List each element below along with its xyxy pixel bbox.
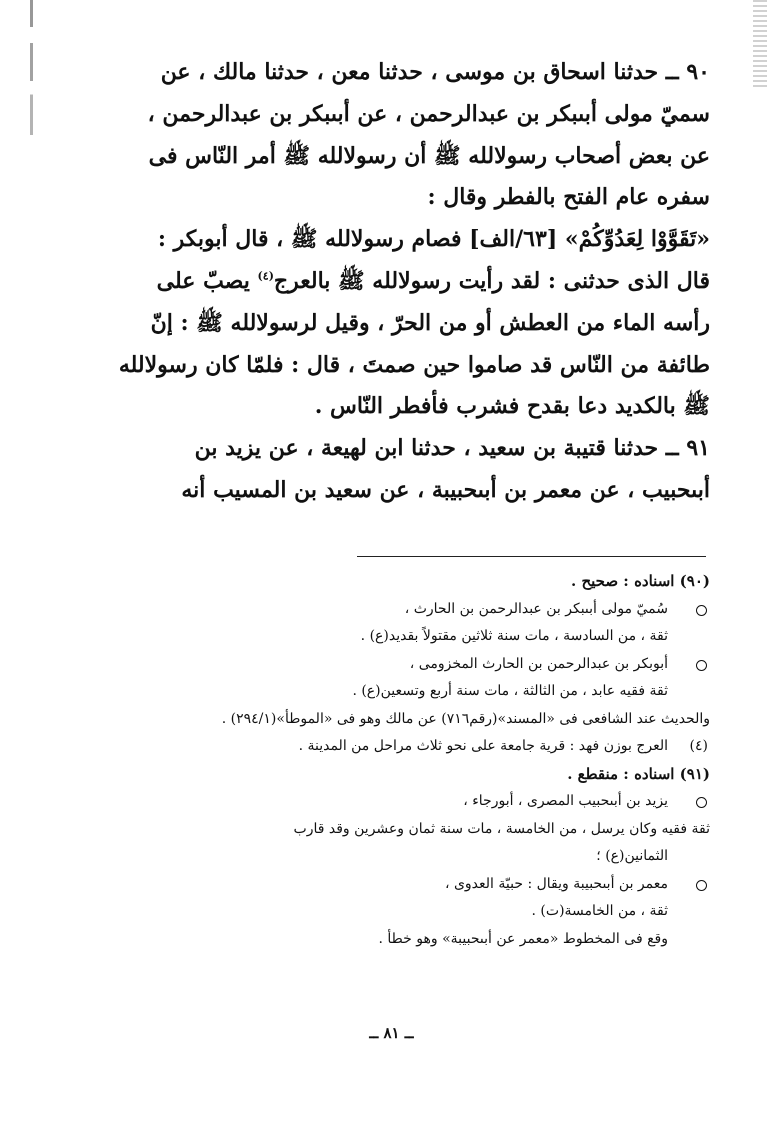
- text-line: سفره عام الفتح بالفطر وقال :: [427, 184, 710, 211]
- page-number: ــ ٨١ ــ: [369, 1024, 414, 1042]
- footnote-ref: (٤): [257, 269, 274, 283]
- note-heading: (٩٠) اسناده : صحيح .: [571, 572, 710, 590]
- text-line: سميّ مولى أبىبكر بن عبدالرحمن ، عن أبىبكر بن عبدالرحمن ،: [147, 100, 710, 127]
- note-text: أبوبكر بن عبدالرحمن بن الحارث المخزومى ،: [409, 655, 668, 672]
- circle-bullet-icon: [696, 660, 707, 671]
- footnote-divider: [357, 556, 706, 557]
- circle-bullet-icon: [696, 605, 707, 616]
- footnote-4: [96, 733, 710, 761]
- text-line: أبىحبيب ، عن معمر بن أبىحبيبة ، عن سعيد بن المسيب أنه: [181, 476, 710, 503]
- note-text: ثقة ، من السادسة ، مات سنة ثلاثين مقتولاً بقديد(ع) .: [360, 628, 668, 644]
- circle-bullet-icon: [696, 797, 707, 808]
- circle-bullet-icon: [696, 880, 707, 891]
- note-text: والحديث عند الشافعى فى «المسند»(رقم٧١٦) عن مالك وهو فى «الموطأ»(٢٩٤/١) .: [221, 710, 710, 727]
- text-line: ﷺ بالكديد دعا بقدح فشرب فأفطر النّاس .: [314, 393, 710, 420]
- text-line: ٩٠ ــ حدثنا اسحاق بن موسى ، حدثنا معن ، حدثنا مالك ، عن: [160, 59, 710, 85]
- note-text: وقع فى المخطوط «معمر عن أبىحبيبة» وهو خطأ .: [378, 930, 668, 947]
- note-text: سُميّ مولى أبىبكر بن عبدالرحمن بن الحارث ،: [404, 600, 668, 617]
- text-segment: يصبّ على: [156, 267, 250, 294]
- text-line: ٩١ ــ حدثنا قتيبة بن سعيد ، حدثنا ابن لهيعة ، عن يزيد بن: [194, 435, 710, 462]
- note-item: [96, 871, 710, 899]
- main-text: [96, 52, 710, 512]
- text-line: عن بعض أصحاب رسولالله ﷺ أن رسولالله ﷺ أمر النّاس فى: [148, 142, 710, 169]
- footnote-marker: (٤): [689, 738, 708, 754]
- text-segment: قال الذى حدثنى : لقد رأيت رسولالله ﷺ بالعرج: [273, 267, 710, 294]
- note-heading: (٩١) اسناده : منقطع .: [567, 764, 710, 783]
- note-text: العرج بوزن فهد : قرية جامعة على نحو ثلاث مراحل من المدينة .: [298, 738, 668, 754]
- note-item: [96, 651, 710, 679]
- text-line: طائفة من النّاس قد صاموا حين صمتَ ، قال : فلمّا كان رسولالله: [118, 351, 710, 378]
- note-text: يزيد بن أبىحبيب المصرى ، أبورجاء ،: [463, 793, 668, 809]
- note-item: [96, 788, 710, 816]
- footnotes: [96, 568, 710, 953]
- note-text: ثقة ، من الخامسة(ت) .: [531, 903, 668, 919]
- text-line: «تَقَوَّوْا لِعَدُوِّكُمْ» [٦٣/الف] فصام رسولالله ﷺ ، قال أبوبكر :: [157, 226, 710, 253]
- note-text: ثقة فقيه وكان يرسل ، من الخامسة ، مات سنة ثمان وعشرين وقد قارب: [293, 820, 710, 837]
- text-line: رأسه الماء من العطش أو من الحرّ ، وقيل لرسولالله ﷺ : إنّ: [150, 309, 710, 336]
- note-text: الثمانين(ع) ؛: [596, 848, 668, 864]
- page-edge-right: [753, 0, 767, 90]
- note-item: [96, 596, 710, 624]
- text-line: [96, 261, 710, 303]
- note-text: معمر بن أبىحبيبة ويقال : حبيّة العدوى ،: [444, 875, 668, 892]
- page-edge-left: [30, 0, 33, 135]
- note-text: ثقة فقيه عابد ، من الثالثة ، مات سنة أربع وتسعين(ع) .: [352, 683, 668, 699]
